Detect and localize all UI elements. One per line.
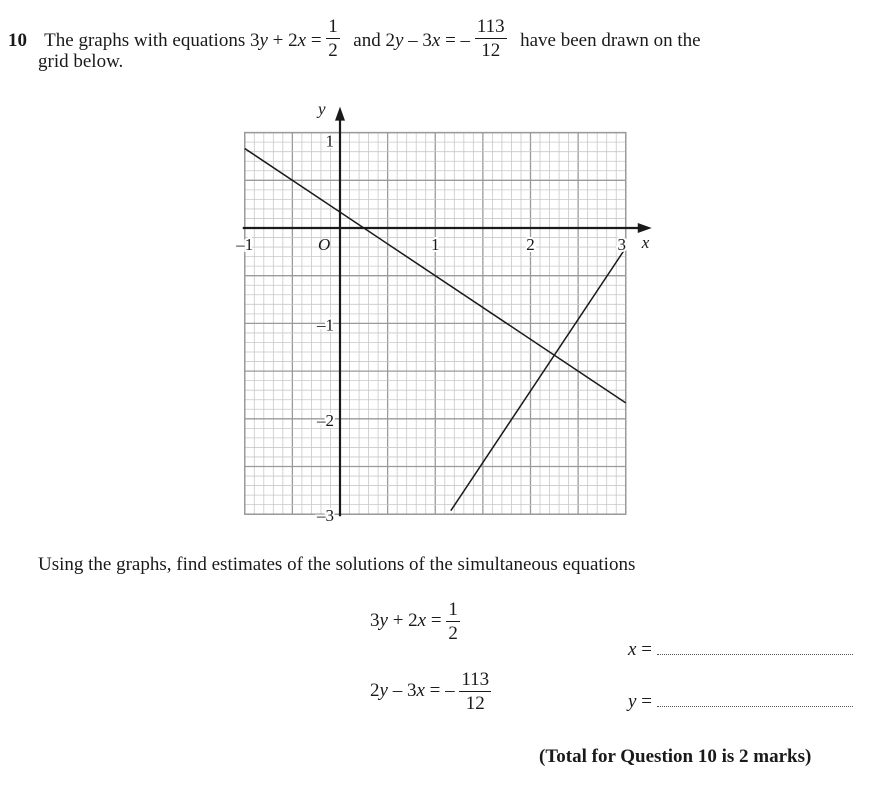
- eq1-denominator: 2: [328, 40, 338, 61]
- grid: [245, 133, 626, 515]
- total-marks: (Total for Question 10 is 2 marks): [539, 746, 812, 767]
- y-tick-label: –2: [317, 410, 334, 430]
- deq1-var-y: y: [379, 609, 388, 631]
- y-axis-label: y: [318, 99, 326, 119]
- deq2-equals: = –: [424, 679, 455, 701]
- and-text: and: [353, 29, 381, 51]
- deq1-coef-x: + 2: [387, 609, 418, 631]
- intro-text-b: have been drawn on the: [520, 29, 701, 51]
- deq1-denominator: 2: [448, 623, 458, 644]
- equation-1-inline: [249, 16, 345, 61]
- deq2-coef-y: 2: [370, 679, 380, 701]
- deq2-numerator: 113: [461, 669, 490, 690]
- equation-2-inline: [385, 16, 511, 61]
- eq2-numerator: 113: [476, 16, 505, 37]
- answer-x-equals: =: [641, 639, 652, 660]
- display-equation-1: [370, 600, 460, 643]
- x-tick-label: –1: [236, 235, 254, 254]
- eq2-equals: = –: [440, 29, 471, 51]
- deq2-fraction: [459, 670, 491, 713]
- eq1-fraction: [326, 17, 340, 60]
- deq1-equals: =: [426, 609, 442, 631]
- deq2-denominator: 12: [459, 691, 491, 713]
- display-equation-2: [370, 670, 491, 713]
- x-axis-arrow: [638, 223, 652, 233]
- answer-x-field[interactable]: [657, 653, 853, 655]
- instruction-text: Using the graphs, find estimates of the solutions of the simultaneous equations: [38, 554, 636, 575]
- deq2-var-y: y: [379, 679, 388, 701]
- eq2-fraction: [475, 17, 507, 60]
- eq1-numerator: 1: [328, 16, 338, 37]
- eq2-coef-x: – 3: [403, 29, 432, 51]
- x-tick-label: 3: [617, 235, 626, 254]
- eq1-equals: =: [306, 29, 322, 51]
- x-axis-label: x: [641, 233, 650, 252]
- eq1-coef-y: 3: [249, 29, 260, 51]
- answer-y-label: y: [628, 691, 637, 712]
- eq1-coef-x: + 2: [267, 29, 298, 51]
- answer-y-equals: =: [641, 691, 652, 712]
- origin-label: O: [318, 235, 331, 254]
- eq1-var-y: y: [259, 29, 268, 51]
- intro-text: The graphs with equations: [44, 29, 246, 51]
- x-tick-label: 2: [526, 235, 535, 254]
- y-tick-label: 1: [325, 131, 334, 151]
- graph-line-2: [451, 248, 626, 511]
- eq2-denominator: 12: [475, 38, 507, 60]
- answer-x-row: [628, 640, 853, 659]
- y-axis-arrow: [335, 107, 345, 121]
- deq1-fraction: [446, 600, 460, 643]
- deq1-var-x: x: [417, 609, 427, 631]
- answer-y-row: [628, 692, 853, 711]
- deq1-coef-y: 3: [370, 609, 380, 631]
- answer-x-label: x: [628, 639, 637, 660]
- eq2-var-y: y: [394, 29, 404, 51]
- answer-y-field[interactable]: [657, 705, 853, 707]
- graph: [0, 90, 880, 530]
- axes: [243, 107, 652, 517]
- x-tick-label: 1: [431, 235, 440, 254]
- deq2-coef-x: – 3: [387, 679, 417, 701]
- question-number: 10: [8, 29, 27, 51]
- deq1-numerator: 1: [448, 599, 458, 620]
- deq2-var-x: x: [416, 679, 425, 701]
- y-tick-label: –3: [317, 506, 334, 526]
- eq2-coef-y: 2: [385, 29, 395, 51]
- y-tick-label: –1: [317, 315, 334, 335]
- question-line-2: grid below.: [38, 51, 124, 72]
- eq2-var-x: x: [431, 29, 441, 51]
- eq1-var-x: x: [297, 29, 307, 51]
